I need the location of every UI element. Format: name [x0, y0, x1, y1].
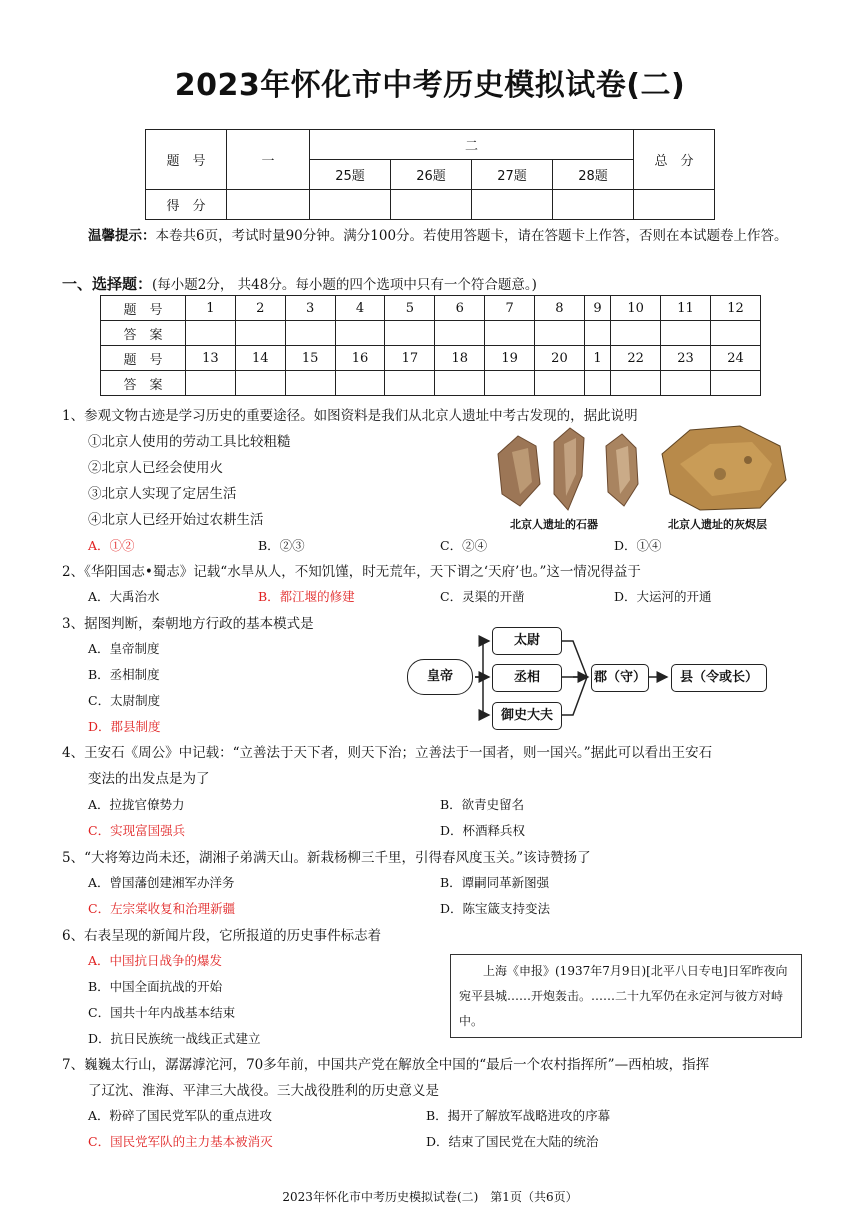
answer-cell[interactable]	[235, 371, 285, 396]
answer-cell[interactable]	[710, 321, 760, 346]
question-number: 2	[235, 296, 285, 321]
section-note: (每小题2分， 共48分。每小题的四个选项中只有一个符合题意。)	[152, 277, 537, 293]
diagram-node-emperor: 皇帝	[407, 659, 473, 695]
q3-option-c[interactable]: C．太尉制度	[88, 693, 161, 708]
answer-cell[interactable]	[485, 371, 535, 396]
score-header-q28: 28题	[553, 160, 634, 190]
answer-cell[interactable]	[661, 321, 711, 346]
answer-cell[interactable]	[485, 321, 535, 346]
q1-caption-ash-layer: 北京人遗址的灰烬层	[668, 518, 767, 531]
question-number: 1	[584, 346, 610, 371]
q1-stem: 1、参观文物古迹是学习历史的重要途径。如图资料是我们从北京人遗址中考古发现的，据此说明	[62, 408, 638, 424]
tip-label: 温馨提示：	[88, 228, 156, 244]
question-number: 5	[385, 296, 435, 321]
q1-item-1: ①北京人使用的劳动工具比较粗糙	[88, 434, 291, 450]
q1-option-a[interactable]: A．①②	[88, 538, 135, 553]
answer-cell[interactable]	[661, 371, 711, 396]
exam-tip	[88, 224, 803, 249]
ash-layer-speck	[744, 456, 752, 464]
question-number: 9	[584, 296, 610, 321]
question-number: 19	[485, 346, 535, 371]
q1-item-4: ④北京人已经开始过农耕生活	[88, 512, 264, 528]
q6-option-a[interactable]: A．中国抗日战争的爆发	[88, 953, 223, 968]
q3-diagram	[405, 625, 775, 735]
page-title: 2023年怀化市中考历史模拟试卷(二)	[174, 68, 686, 103]
question-number: 17	[385, 346, 435, 371]
answer-row-numbers-1	[101, 296, 761, 321]
question-number: 3	[285, 296, 335, 321]
question-number: 13	[186, 346, 236, 371]
q5-stem: 5、“大将筹边尚未还，湖湘子弟满天山。新栽杨柳三千里，引得春风度玉关。”该诗赞扬了	[62, 850, 591, 866]
q4-option-c[interactable]: C．实现富国强兵	[88, 823, 186, 838]
q7-stem-line2: 了辽沈、淮海、平津三大战役。三大战役胜利的历史意义是	[88, 1083, 439, 1099]
q1-option-b[interactable]: B．②③	[258, 538, 305, 553]
answer-cell[interactable]	[385, 321, 435, 346]
q1-artifact-images	[490, 424, 790, 514]
diagram-node-taiwei: 太尉	[492, 627, 562, 655]
q1-option-d[interactable]: D．①④	[614, 538, 662, 553]
answer-cell[interactable]	[611, 321, 661, 346]
question-number: 12	[710, 296, 760, 321]
section-heading	[62, 273, 537, 294]
q1-item-3: ③北京人实现了定居生活	[88, 486, 237, 502]
q1-option-c[interactable]: C．②④	[440, 538, 488, 553]
question-number: 23	[661, 346, 711, 371]
score-header-yi: 一	[227, 130, 310, 190]
answer-cell[interactable]	[435, 321, 485, 346]
q6-stem: 6、右表呈现的新闻片段，它所报道的历史事件标志着	[62, 928, 382, 944]
answer-row-blanks-1	[101, 321, 761, 346]
score-table	[145, 129, 715, 220]
answer-row-blanks-2	[101, 371, 761, 396]
question-number: 20	[535, 346, 585, 371]
answer-cell[interactable]	[186, 321, 236, 346]
score-label-defen: 得 分	[146, 190, 227, 220]
answer-cell[interactable]	[186, 371, 236, 396]
answer-cell[interactable]	[535, 371, 585, 396]
q5-option-a[interactable]: A．曾国藩创建湘军办洋务	[88, 875, 235, 890]
question-number: 8	[535, 296, 585, 321]
q6-option-d[interactable]: D．抗日民族统一战线正式建立	[88, 1031, 261, 1046]
answer-cell[interactable]	[335, 321, 385, 346]
q2-option-a[interactable]: A．大禹治水	[88, 589, 160, 604]
q3-stem: 3、据图判断，秦朝地方行政的基本模式是	[62, 616, 314, 632]
tip-text: 本卷共6页，考试时量90分钟。满分100分。若使用答题卡，请在答题卡上作答，否则在本试题卷上作答。	[155, 228, 788, 244]
diagram-node-chengxiang: 丞相	[492, 664, 562, 692]
answer-label-tihao: 题 号	[101, 296, 186, 321]
q3-option-d[interactable]: D．郡县制度	[88, 719, 161, 734]
q7-stem-line1: 7、巍巍太行山，潺潺滹沱河，70多年前，中国共产党在解放全中国的“最后一个农村指挥所”—西柏坡，指挥	[62, 1057, 710, 1073]
page-footer: 2023年怀化市中考历史模拟试卷(二) 第1页（共6页）	[282, 1190, 578, 1204]
q2-option-c[interactable]: C．灵渠的开凿	[440, 589, 525, 604]
score-cell[interactable]	[391, 190, 472, 220]
score-cell[interactable]	[310, 190, 391, 220]
answer-cell[interactable]	[435, 371, 485, 396]
q3-option-b[interactable]: B．丞相制度	[88, 667, 160, 682]
q2-stem: 2、《华阳国志•蜀志》记载“水旱从人，不知饥馑，时无荒年，天下谓之‘天府’也。”这一情况得益于	[62, 564, 641, 580]
score-header-q27: 27题	[472, 160, 553, 190]
diagram-node-jun: 郡（守）	[591, 664, 649, 692]
question-number: 14	[235, 346, 285, 371]
score-header-q26: 26题	[391, 160, 472, 190]
q4-option-d[interactable]: D．杯酒释兵权	[440, 823, 526, 838]
score-cell[interactable]	[634, 190, 715, 220]
answer-label-daan: 答 案	[101, 371, 186, 396]
q3-option-a[interactable]: A．皇帝制度	[88, 641, 160, 656]
q6-news-excerpt: 上海《申报》(1937年7月9日)[北平八日专电]日军昨夜向宛平县城……开炮轰击。……二十九军仍在永定河与彼方对峙中。	[450, 954, 802, 1038]
question-number: 16	[335, 346, 385, 371]
section-title: 一、选择题：	[62, 275, 153, 293]
answer-cell[interactable]	[611, 371, 661, 396]
q6-option-c[interactable]: C．国共十年内战基本结束	[88, 1005, 236, 1020]
q7-option-d[interactable]: D．结束了国民党在大陆的统治	[426, 1134, 599, 1149]
question-number: 1	[186, 296, 236, 321]
score-header-er: 二	[310, 130, 634, 160]
score-cell[interactable]	[472, 190, 553, 220]
q4-stem-line1: 4、王安石《周公》中记载：“立善法于天下者，则天下治；立善法于一国者，则一国兴。”据此可以看出王安石	[62, 745, 713, 761]
q1-caption-stone-tools: 北京人遗址的石器	[510, 518, 598, 531]
q2-option-d[interactable]: D．大运河的开通	[614, 589, 712, 604]
question-number: 24	[710, 346, 760, 371]
answer-cell[interactable]	[710, 371, 760, 396]
question-number: 22	[611, 346, 661, 371]
score-cell[interactable]	[227, 190, 310, 220]
answer-label-daan: 答 案	[101, 321, 186, 346]
score-cell[interactable]	[553, 190, 634, 220]
diagram-node-yushi: 御史大夫	[492, 702, 562, 730]
answer-cell[interactable]	[235, 321, 285, 346]
q5-option-d[interactable]: D．陈宝箴支持变法	[440, 901, 551, 916]
question-number: 4	[335, 296, 385, 321]
q5-option-b[interactable]: B．谭嗣同革新图强	[440, 875, 550, 890]
answer-cell[interactable]	[584, 321, 610, 346]
q4-option-b[interactable]: B．欲青史留名	[440, 797, 525, 812]
answer-cell[interactable]	[385, 371, 435, 396]
q7-option-c[interactable]: C．国民党军队的主力基本被消灭	[88, 1134, 273, 1149]
q4-option-a[interactable]: A．拉拢官僚势力	[88, 797, 185, 812]
answer-cell[interactable]	[285, 371, 335, 396]
answer-cell[interactable]	[584, 371, 610, 396]
score-header-tihao: 题 号	[146, 130, 227, 190]
q7-option-a[interactable]: A．粉碎了国民党军队的重点进攻	[88, 1108, 273, 1123]
question-number: 6	[435, 296, 485, 321]
question-number: 15	[285, 346, 335, 371]
answer-cell[interactable]	[535, 321, 585, 346]
answer-table	[100, 295, 761, 396]
ash-layer-speck	[714, 468, 726, 480]
q2-option-b[interactable]: B．都江堰的修建	[258, 589, 355, 604]
q4-stem-line2: 变法的出发点是为了	[88, 771, 210, 787]
answer-label-tihao: 题 号	[101, 346, 186, 371]
answer-cell[interactable]	[285, 321, 335, 346]
diagram-node-xian: 县（令或长）	[671, 664, 767, 692]
question-number: 11	[661, 296, 711, 321]
question-number: 18	[435, 346, 485, 371]
score-header-q25: 25题	[310, 160, 391, 190]
q7-option-b[interactable]: B．揭开了解放军战略进攻的序幕	[426, 1108, 611, 1123]
question-number: 10	[611, 296, 661, 321]
q6-option-b[interactable]: B．中国全面抗战的开始	[88, 979, 223, 994]
answer-row-numbers-2	[101, 346, 761, 371]
q5-option-c[interactable]: C．左宗棠收复和治理新疆	[88, 901, 236, 916]
answer-cell[interactable]	[335, 371, 385, 396]
q1-item-2: ②北京人已经会使用火	[88, 460, 223, 476]
score-header-total: 总 分	[634, 130, 715, 190]
question-number: 7	[485, 296, 535, 321]
